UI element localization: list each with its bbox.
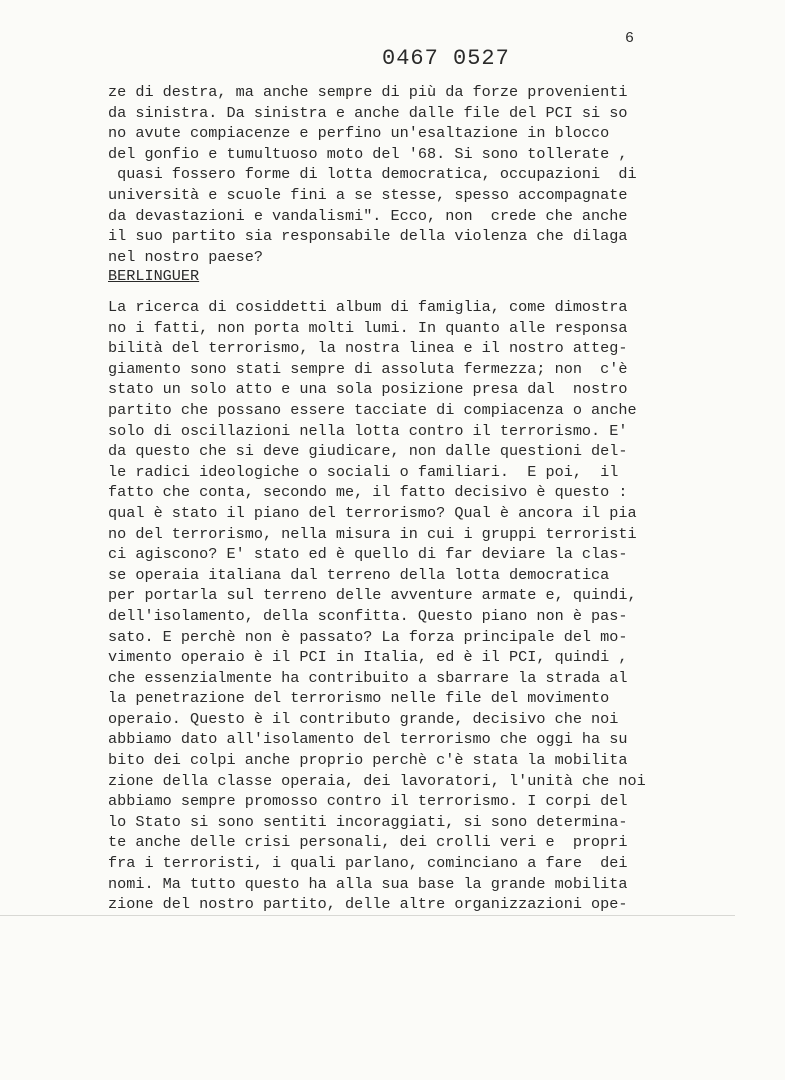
text-line: partito che possano essere tacciate di compiacenza o anche xyxy=(108,400,637,419)
text-line: abbiamo sempre promosso contro il terrorismo. I corpi del xyxy=(108,792,628,811)
text-line: giamento sono stati sempre di assoluta fermezza; non c'è xyxy=(108,359,628,378)
text-line: operaio. Questo è il contributo grande, decisivo che noi xyxy=(108,709,619,728)
text-line: solo di oscillazioni nella lotta contro il terrorismo. E' xyxy=(108,421,628,440)
text-line: La ricerca di cosiddetti album di famiglia, come dimostra xyxy=(108,298,628,316)
text-line: che essenzialmente ha contribuito a sbarrare la strada al xyxy=(108,668,628,687)
text-line: del gonfio e tumultuoso moto del '68. Si sono tollerate , xyxy=(108,144,628,163)
archive-code: 0467 0527 xyxy=(382,46,510,71)
text-line: da questo che si deve giudicare, non dalle questioni del- xyxy=(108,442,628,461)
page-number: 6 xyxy=(625,30,635,47)
answer-paragraph xyxy=(108,297,648,915)
text-line: no avute compiacenze e perfino un'esaltazione in blocco xyxy=(108,124,610,143)
text-line: bito dei colpi anche proprio perchè c'è stata la mobilita xyxy=(108,751,628,770)
text-line: qual è stato il piano del terrorismo? Qual è ancora il pia xyxy=(108,503,637,522)
text-line: le radici ideologiche o sociali o familiari. E poi, il xyxy=(108,462,619,481)
text-line: da sinistra. Da sinistra e anche dalle file del PCI si so xyxy=(108,103,628,122)
text-line: per portarla sul terreno delle avventure armate e, quindi, xyxy=(108,586,637,605)
text-line: nel nostro paese? xyxy=(108,247,263,266)
question-paragraph xyxy=(108,82,648,267)
speaker-heading: BERLINGUER xyxy=(108,267,200,285)
text-line: se operaia italiana dal terreno della lotta democratica xyxy=(108,565,610,584)
text-line: no i fatti, non porta molti lumi. In quanto alle responsa xyxy=(108,318,628,337)
text-line: abbiamo dato all'isolamento del terrorismo che oggi ha su xyxy=(108,730,628,749)
text-line: quasi fossero forme di lotta democratica, occupazioni di xyxy=(108,165,637,184)
text-line: vimento operaio è il PCI in Italia, ed è il PCI, quindi , xyxy=(108,648,628,667)
text-line: zione del nostro partito, delle altre organizzazioni ope- xyxy=(108,895,628,914)
text-line: sato. E perchè non è passato? La forza principale del mo- xyxy=(108,627,628,646)
text-line: nomi. Ma tutto questo ha alla sua base la grande mobilita xyxy=(108,874,628,893)
text-line: ze di destra, ma anche sempre di più da forze provenienti xyxy=(108,83,628,101)
text-line: dell'isolamento, della sconfitta. Questo piano non è pas- xyxy=(108,606,628,625)
text-line: bilità del terrorismo, la nostra linea e il nostro atteg- xyxy=(108,339,628,358)
text-line: ci agiscono? E' stato ed è quello di far deviare la clas- xyxy=(108,545,628,564)
text-line: università e scuole fini a se stesse, spesso accompagnate xyxy=(108,185,628,204)
text-line: da devastazioni e vandalismi". Ecco, non crede che anche xyxy=(108,206,628,225)
text-line: stato un solo atto e una sola posizione presa dal nostro xyxy=(108,380,628,399)
text-line: no del terrorismo, nella misura in cui i gruppi terroristi xyxy=(108,524,637,543)
text-line: lo Stato si sono sentiti incoraggiati, si sono determina- xyxy=(108,812,628,831)
text-line: zione della classe operaia, dei lavoratori, l'unità che noi xyxy=(108,771,646,790)
page-bottom-rule xyxy=(0,915,735,916)
text-line: te anche delle crisi personali, dei crolli veri e propri xyxy=(108,833,628,852)
text-line: fatto che conta, secondo me, il fatto decisivo è questo : xyxy=(108,483,628,502)
text-line: fra i terroristi, i quali parlano, cominciano a fare dei xyxy=(108,854,628,873)
text-line: la penetrazione del terrorismo nelle file del movimento xyxy=(108,689,610,708)
text-line: il suo partito sia responsabile della violenza che dilaga xyxy=(108,227,628,246)
